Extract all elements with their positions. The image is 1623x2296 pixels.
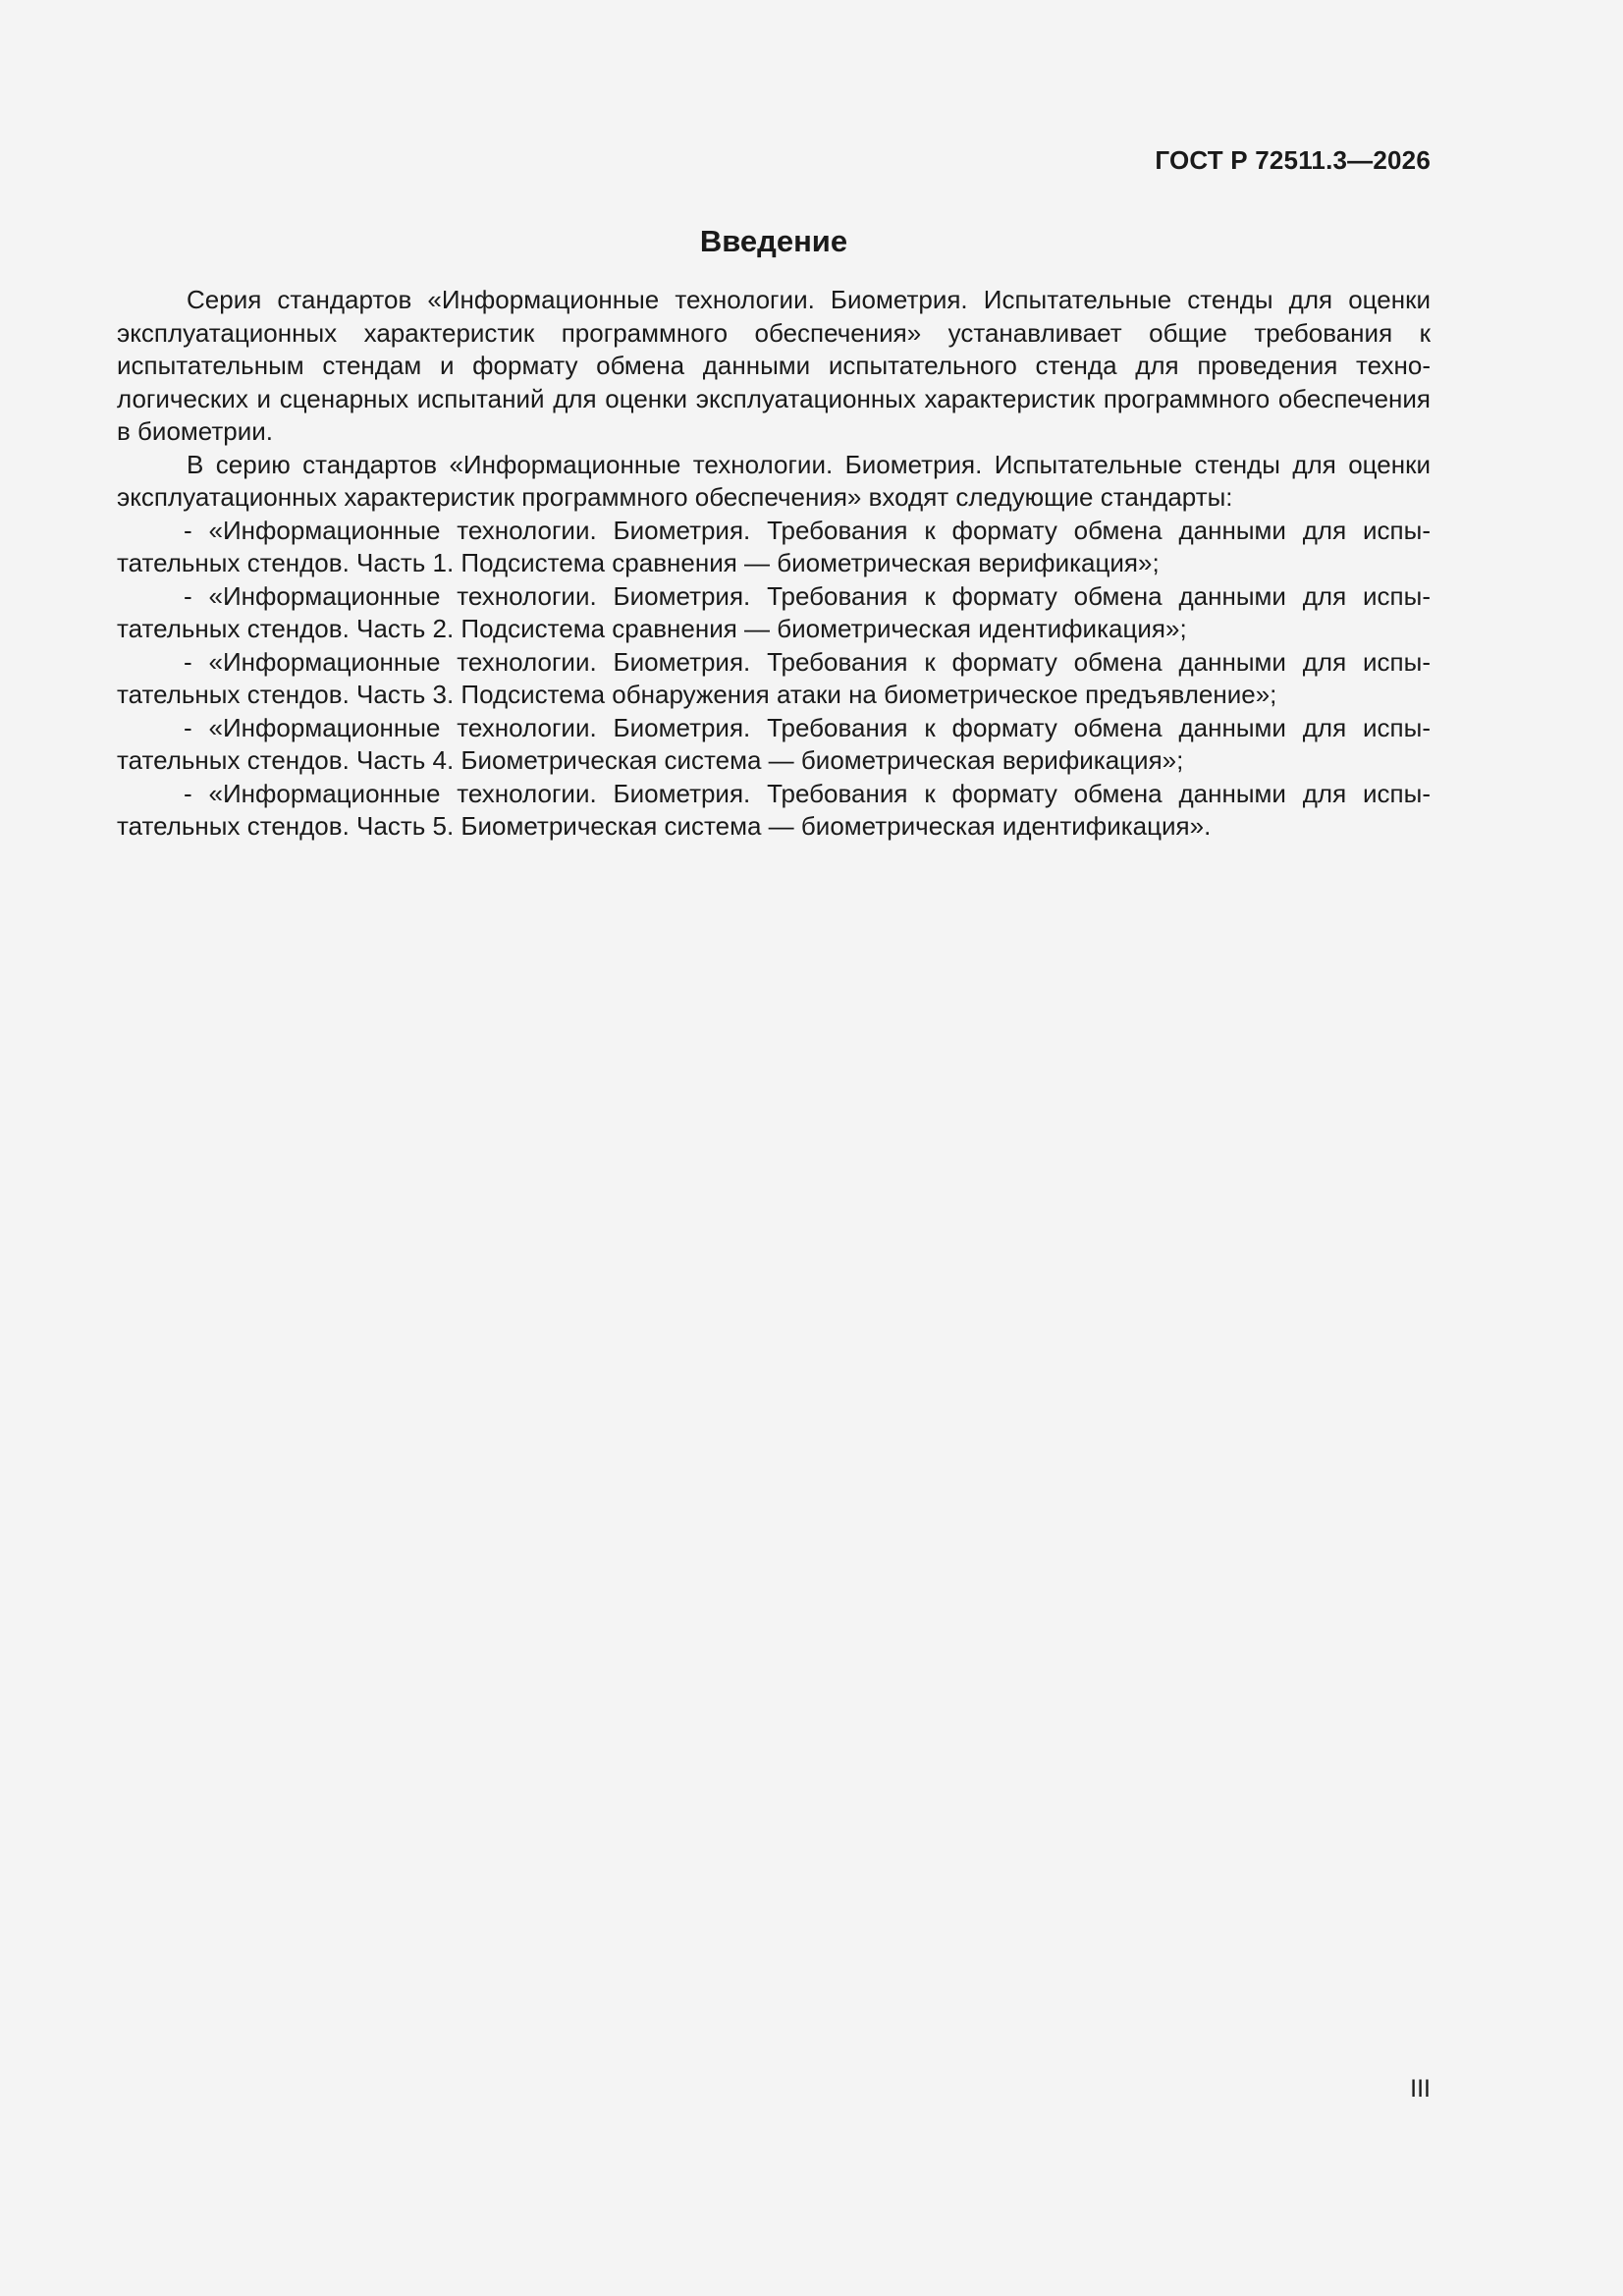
list-item: - «Информационные технологии. Биометрия. Требования к формату обмена данными для испытательных стендов. Часть 1. Подсистема сравнения — биометрическая верификация»; — [117, 515, 1431, 577]
document-code: ГОСТ Р 72511.3—2026 — [1155, 145, 1431, 175]
list-item: - «Информационные технологии. Биометрия. Требования к формату обмена данными для испытательных стендов. Часть 4. Биометрическая система — биометрическая верификация»; — [117, 712, 1431, 775]
list-item: - «Информационные технологии. Биометрия. Требования к формату обмена данными для испытательных стендов. Часть 5. Биометрическая система — биометрическая идентификация». — [117, 778, 1431, 841]
list-item: - «Информационные технологии. Биометрия. Требования к формату обмена данными для испытательных стендов. Часть 3. Подсистема обнаружения атаки на биометрическое предъявление»; — [117, 646, 1431, 709]
body-text — [117, 284, 1431, 844]
standards-list — [117, 515, 1431, 844]
paragraph: Серия стандартов «Информационные технологии. Биометрия. Испытательные стенды для оценки эксплуатационных характеристик программного обеспечения» устанавливает общие требования к испытательным стендам и формату обмена данными испытательного стенда для проведения технологических и сценарных испытаний для оценки эксплуатационных характеристик программного обеспечения в биометрии. — [117, 285, 1431, 446]
list-item: - «Информационные технологии. Биометрия. Требования к формату обмена данными для испытательных стендов. Часть 2. Подсистема сравнения — биометрическая идентификация»; — [117, 580, 1431, 643]
page-number: III — [1410, 2075, 1431, 2103]
paragraph: В серию стандартов «Информационные технологии. Биометрия. Испытательные стенды для оценки эксплуатационных характеристик программного обеспечения» входят следующие стандарты: — [117, 449, 1431, 512]
section-title: Введение — [699, 224, 848, 258]
